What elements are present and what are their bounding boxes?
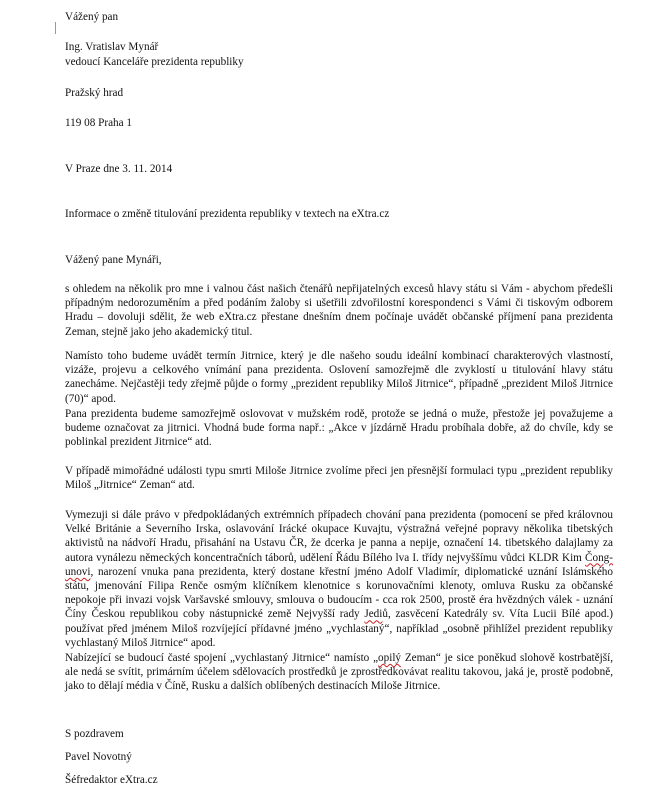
address-line-2: 119 08 Praha 1 <box>65 117 133 129</box>
closing: S pozdravem <box>65 728 124 740</box>
paragraph-6-text-b: Zeman“ je sice poněkud slohově kostrbatější, ale nedá se svítit, primárním účelem sdělovacích prostředků je zprostředkovávat realitu takovou, jaká je, prostě podobně, jako to dělají média v Číně, Rusku a dalších oblíbených destinacích Miloše Jitrnice. <box>65 652 613 693</box>
greeting: Vážený pane Mynáři, <box>65 254 162 266</box>
paragraph-6 <box>65 651 613 694</box>
spellcheck-word-1: Čong-unovi <box>65 551 613 578</box>
paragraph-5-text-c: ů, zasvěcení Katedrály sv. Víta Lucii Bílé apod.) používat před jménem Miloš rozvíjející přídavné jméno „vychlastaný“, například „osobně přihlížel prezident republiky vychlastaný Miloš Jitrnice“ apod. <box>65 608 613 649</box>
text-cursor <box>55 22 56 34</box>
paragraph-3: Pana prezidenta budeme samozřejmě oslovovat v mužském rodě, protože se jedná o muže, přestože jej považujeme a budeme označovat za jitrnici. Vhodná bude forma např.: „Akce v jízdárně Hradu probíhala dobře, až do chvíle, kdy se poblinkal prezident Jitrnice“ atd. <box>65 408 613 449</box>
date-line: V Praze dne 3. 11. 2014 <box>65 163 173 175</box>
spellcheck-word-2: Jedi <box>364 608 383 621</box>
recipient-name: Ing. Vratislav Mynář <box>65 41 159 53</box>
paragraph-1: s ohledem na několik pro mne i valnou část našich čtenářů nepřijatelných excesů hlavy státu si Vám - abychom předešli případným nedorozuměním a před podáním žaloby si ušetřili zdvořilostní korespondenci s Vámi či tiskovým odborem Hradu – dovoluji sdělit, že web eXtra.cz přestane dnešním dnem počínaje uvádět občanské příjmení pana prezidenta Zeman, stejně jako jeho akademický titul. <box>65 283 613 338</box>
paragraph-6-text-a: Nabízející se budoucí časté spojení „vychlastaný Jitrnice“ namísto „ <box>65 652 379 664</box>
address-line-1: Pražský hrad <box>65 87 124 99</box>
paragraph-4: V případě mimořádné události typu smrti Miloše Jitrnice zvolíme přeci jen přesnější formulaci typu „prezident republiky Miloš „Jitrnice“ Zeman“ atd. <box>65 465 613 492</box>
paragraph-5-text-a: Vymezuji si dále právo v předpokládaných extrémních případech chování pana prezidenta (pomocení se před královnou Velké Británie a Severního Irska, oslavování Irácké okupace Kuvajtu, výstražná veřejné popravy několika tibetských aktivistů na nádvoří Hradu, přisahání na Ustavu ČR, že dcerka je panna a nepije, označení 14. tibetského dalajlamy za autora vynálezu německých koncentračních táborů, udělení Řádu Bílého lva I. třídy nejvyššímu vůdci KLDR Kim <box>65 509 613 564</box>
signer-title: Šéfredaktor eXtra.cz <box>65 774 158 786</box>
subject-line: Informace o změně titulování prezidenta republiky v textech na eXtra.cz <box>65 208 390 220</box>
paragraph-5 <box>65 508 613 650</box>
paragraph-2: Namísto toho budeme uvádět termín Jitrnice, který je dle našeho soudu ideální kombinací charakterových vlastností, vizáže, projevu a celkového vnímání pana prezidenta. Oslovení samozřejmě dle zvyklostí u titulování hlavy státu zanecháme. Nejčastěji tedy zřejmě půjde o formy „prezident republiky Miloš Jitrnice“, případně „prezident Miloš Jitrnice (70)“ apod. <box>65 350 613 405</box>
paragraph-5-text-b: , narození vnuka pana prezidenta, který dostane křestní jméno Adolf Vladimír, diplomatické uznání Islámského státu, jmenování Filipa Renče osmým klíčníkem klenotnice s korunovačními klenoty, omluva Rusku za občanské nepokoje při invazi vojsk Varšavské smlouvy, smlouva o budoucím - cca rok 2500, prostě éra hvězdných válek - uznání Číny Českou republikou coby nástupnické země Nejvyšší rady <box>65 565 613 621</box>
salutation-top: Vážený pan <box>65 11 119 23</box>
signer-name: Pavel Novotný <box>65 751 132 763</box>
spellcheck-word-3: opilý <box>378 652 402 664</box>
recipient-title: vedoucí Kanceláře prezidenta republiky <box>65 56 244 68</box>
